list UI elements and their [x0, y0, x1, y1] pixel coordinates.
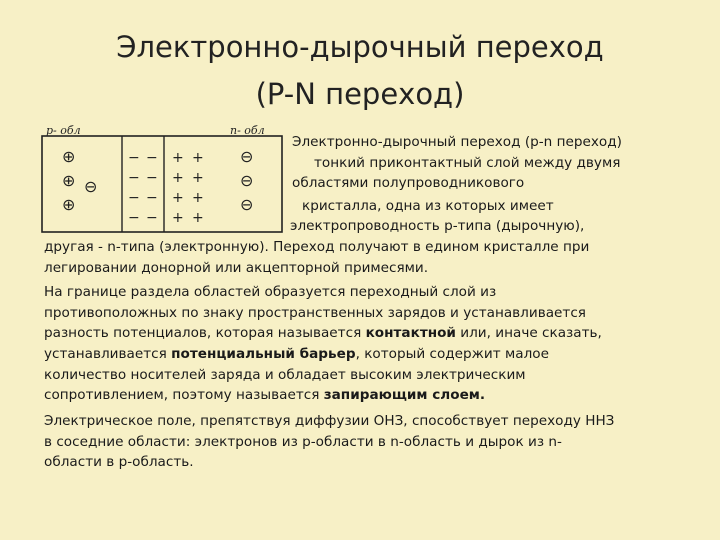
p3-line-1: Электрическое поле, препятствуя диффузии ОНЗ, способствует переходу ННЗ	[44, 413, 615, 429]
term-contact: контактной	[365, 325, 456, 341]
charge-plus-8: +	[192, 210, 204, 226]
ion-p-3: ⊖	[84, 177, 98, 196]
charge-minus-4: −	[146, 170, 158, 186]
p2-line-6	[44, 387, 485, 404]
p2-line-4-a: устанавливается	[44, 346, 172, 362]
p1-line-1: Электронно-дырочный переход (p-n переход)	[292, 134, 622, 150]
p-region-label: p- обл	[46, 124, 81, 137]
ion-p-2: ⊕	[62, 171, 76, 190]
term-blocking-layer: запирающим слоем.	[323, 387, 486, 403]
ion-p-1: ⊕	[62, 147, 76, 166]
p3-line-2: в соседние области: электронов из p-области в n-область и дырок из n-	[44, 434, 562, 450]
p2-line-4-c: , который содержит малое	[355, 346, 549, 362]
pn-junction-diagram	[40, 122, 286, 234]
charge-minus-8: −	[146, 210, 158, 226]
slide-title-line1: Электронно-дырочный переход	[116, 30, 604, 64]
ion-p-4: ⊕	[62, 195, 76, 214]
p1-line-3: областями полупроводникового	[292, 175, 525, 191]
p1-line-2: тонкий приконтактный слой между двумя	[314, 155, 621, 171]
charge-minus-1: −	[128, 150, 140, 166]
n-region-label: n- обл	[230, 124, 265, 137]
p2-line-3	[44, 325, 602, 342]
charge-plus-3: +	[172, 170, 184, 186]
ion-n-2: ⊖	[240, 171, 254, 190]
p1-line-6: другая - n-типа (электронную). Переход получают в едином кристалле при	[44, 239, 590, 255]
p3-line-3: области в p-область.	[44, 454, 194, 470]
charge-plus-2: +	[192, 150, 204, 166]
charge-minus-6: −	[146, 190, 158, 206]
ion-n-3: ⊖	[240, 195, 254, 214]
charge-plus-4: +	[192, 170, 204, 186]
p2-line-6-a: сопротивлением, поэтому называется	[44, 387, 324, 403]
ion-n-1: ⊖	[240, 147, 254, 166]
charge-minus-2: −	[146, 150, 158, 166]
charge-plus-7: +	[172, 210, 184, 226]
p2-line-3-a: разность потенциалов, которая называется	[44, 325, 366, 341]
p1-line-7: легировании донорной или акцепторной примесями.	[44, 260, 429, 276]
p2-line-1: На границе раздела областей образуется переходный слой из	[44, 284, 497, 300]
p2-line-5: количество носителей заряда и обладает высоким электрическим	[44, 367, 526, 383]
p2-line-4	[44, 346, 549, 363]
charge-minus-5: −	[128, 190, 140, 206]
charge-minus-3: −	[128, 170, 140, 186]
charge-plus-1: +	[172, 150, 184, 166]
charge-plus-5: +	[172, 190, 184, 206]
slide-title-line2: (P-N переход)	[255, 77, 465, 111]
charge-plus-6: +	[192, 190, 204, 206]
p2-line-3-c: или, иначе сказать,	[455, 325, 602, 341]
p1-line-4: кристалла, одна из которых имеет	[302, 198, 554, 214]
p2-line-2: противоположных по знаку пространственных зарядов и устанавливается	[44, 305, 586, 321]
charge-minus-7: −	[128, 210, 140, 226]
p1-line-5: электропроводность p-типа (дырочную),	[290, 218, 585, 234]
term-potential-barrier: потенциальный барьер	[171, 346, 356, 362]
